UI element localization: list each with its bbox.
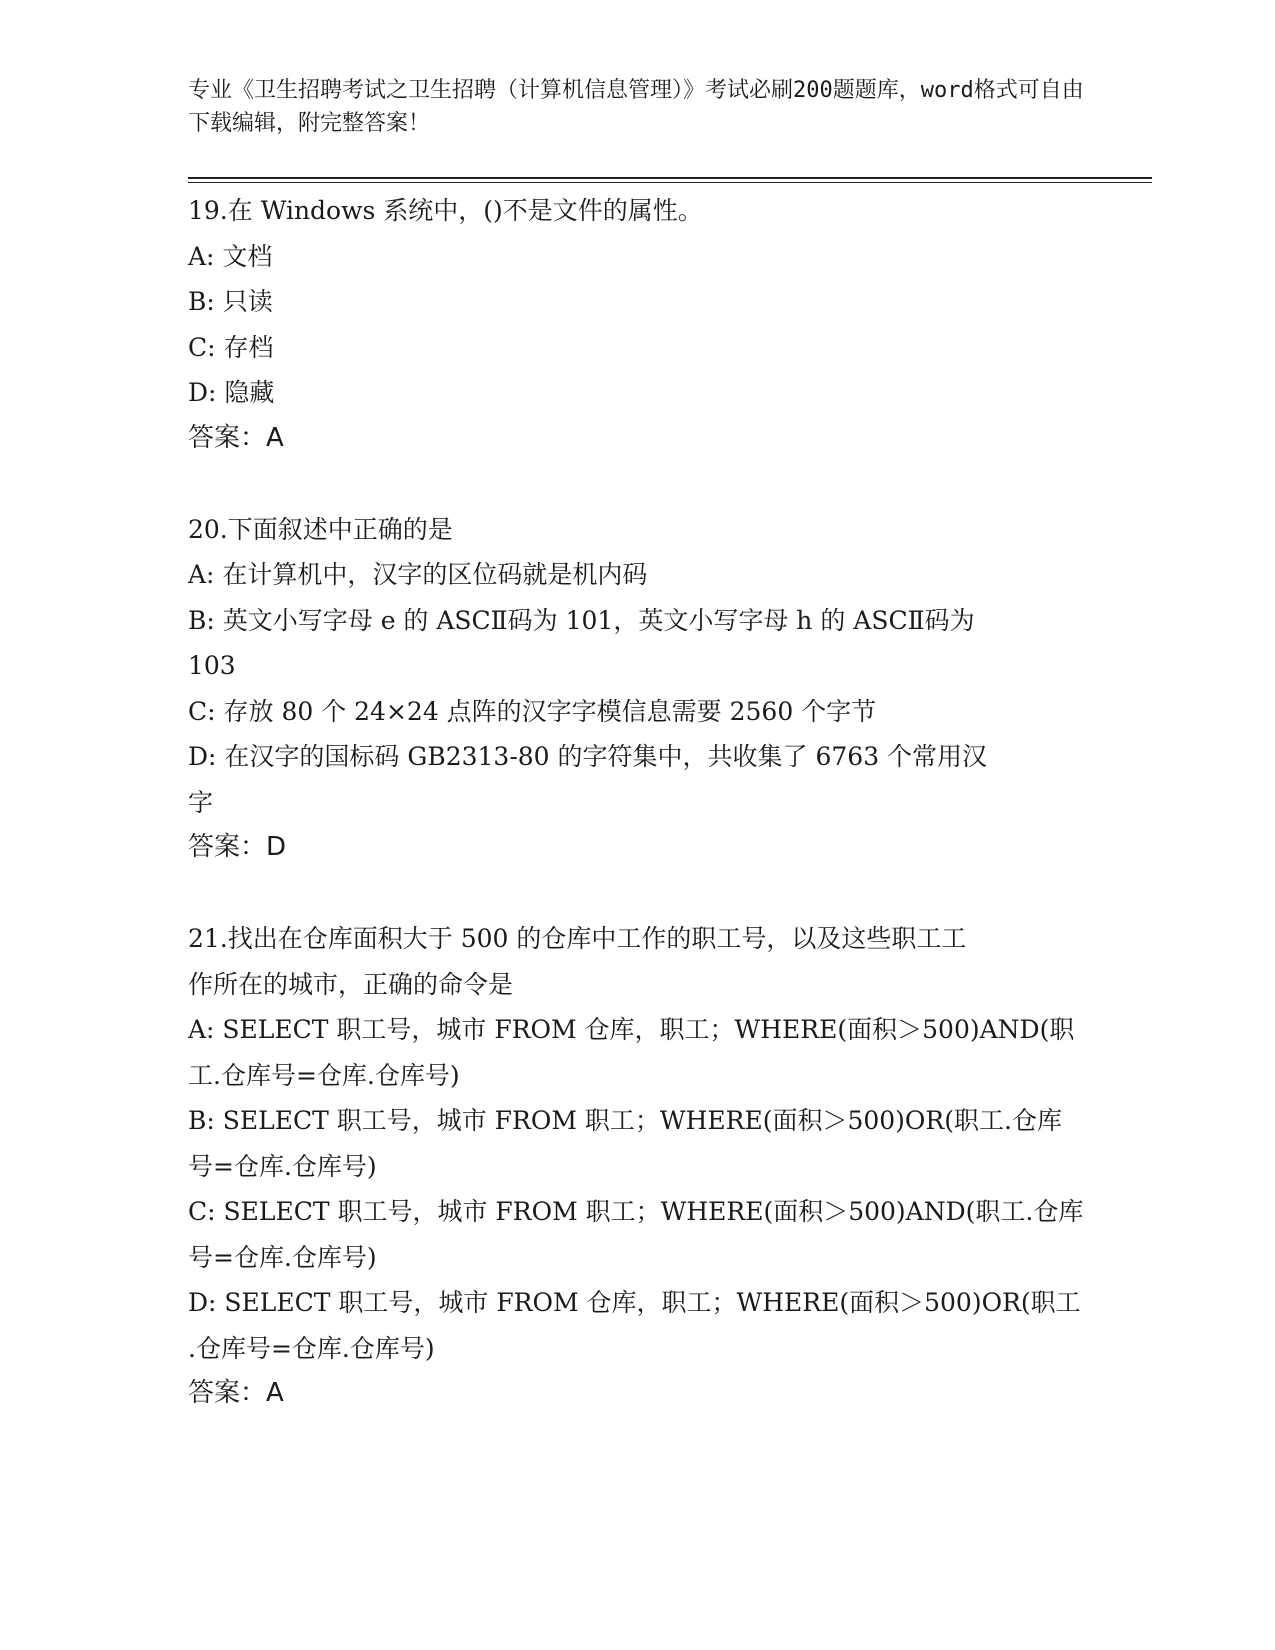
answer-option <box>188 689 1088 735</box>
answer-option-line: 号=仓库.仓库号) <box>188 1151 377 1181</box>
answer-option <box>188 279 1088 325</box>
answer-option <box>188 234 1088 280</box>
question-stem-line: 19.在 Windows 系统中，()不是文件的属性。 <box>188 196 703 225</box>
answer-option <box>188 1189 1088 1280</box>
answer-option-line: D: SELECT 职工号，城市 FROM 仓库，职工；WHERE(面积＞500)OR(职工 <box>188 1288 1081 1317</box>
question-stem-line: 20.下面叙述中正确的是 <box>188 514 453 544</box>
answer-option-line: C: 存放 80 个 24×24 点阵的汉字字模信息需要 2560 个字节 <box>188 696 877 726</box>
answer-option-line: A: 在计算机中，汉字的区位码就是机内码 <box>188 560 648 589</box>
answer-key: 答案：D <box>188 832 287 862</box>
question-block <box>188 916 1088 1417</box>
question-stem-line: 21.找出在仓库面积大于 500 的仓库中工作的职工号，以及这些职工工 <box>188 924 967 953</box>
header-divider-thin <box>188 182 1152 183</box>
question-block <box>188 188 1088 461</box>
document-header: 专业《卫生招聘考试之卫生招聘（计算机信息管理）》考试必刷200题题库，word格式可自由下载编辑，附完整答案！ <box>188 78 1084 136</box>
question-block <box>188 507 1088 871</box>
question-list <box>188 188 1088 1417</box>
answer-key: 答案：A <box>188 422 284 453</box>
question-stem-line: 作所在的城市，正确的命令是 <box>188 969 514 999</box>
header-divider-thick <box>188 177 1152 179</box>
answer-option-line: .仓库号=仓库.仓库号) <box>188 1333 435 1363</box>
answer-option <box>188 552 1088 598</box>
answer-option-line: 号=仓库.仓库号) <box>188 1242 377 1272</box>
answer-option-line: B: 只读 <box>188 287 273 316</box>
answer-option <box>188 325 1088 371</box>
answer-option-line: C: SELECT 职工号，城市 FROM 职工；WHERE(面积＞500)AND(职工.仓库 <box>188 1197 1084 1226</box>
answer-option-line: A: SELECT 职工号，城市 FROM 仓库，职工；WHERE(面积＞500)AND(职 <box>188 1015 1075 1044</box>
answer-option <box>188 1280 1088 1371</box>
answer-option <box>188 370 1088 416</box>
answer-option-line: B: SELECT 职工号，城市 FROM 职工；WHERE(面积＞500)OR(职工.仓库 <box>188 1106 1062 1135</box>
answer-option-line: 字 <box>188 787 214 817</box>
answer-option-line: A: 文档 <box>188 241 273 271</box>
answer-option-line: D: 隐藏 <box>188 378 275 407</box>
answer-option <box>188 598 1088 689</box>
answer-option-line: C: 存档 <box>188 332 274 362</box>
answer-key: 答案：A <box>188 1378 284 1408</box>
question-gap <box>188 871 1088 917</box>
answer-option-line: 103 <box>188 651 236 680</box>
answer-option <box>188 1098 1088 1189</box>
answer-option-line: B: 英文小写字母 e 的 ASCⅡ码为 101，英文小写字母 h 的 ASCⅡ码为 <box>188 605 975 635</box>
answer-option-line: 工.仓库号=仓库.仓库号) <box>188 1060 460 1090</box>
question-gap <box>188 461 1088 507</box>
answer-option <box>188 734 1088 825</box>
answer-option <box>188 1007 1088 1098</box>
answer-option-line: D: 在汉字的国标码 GB2313-80 的字符集中，共收集了 6763 个常用汉 <box>188 742 988 771</box>
